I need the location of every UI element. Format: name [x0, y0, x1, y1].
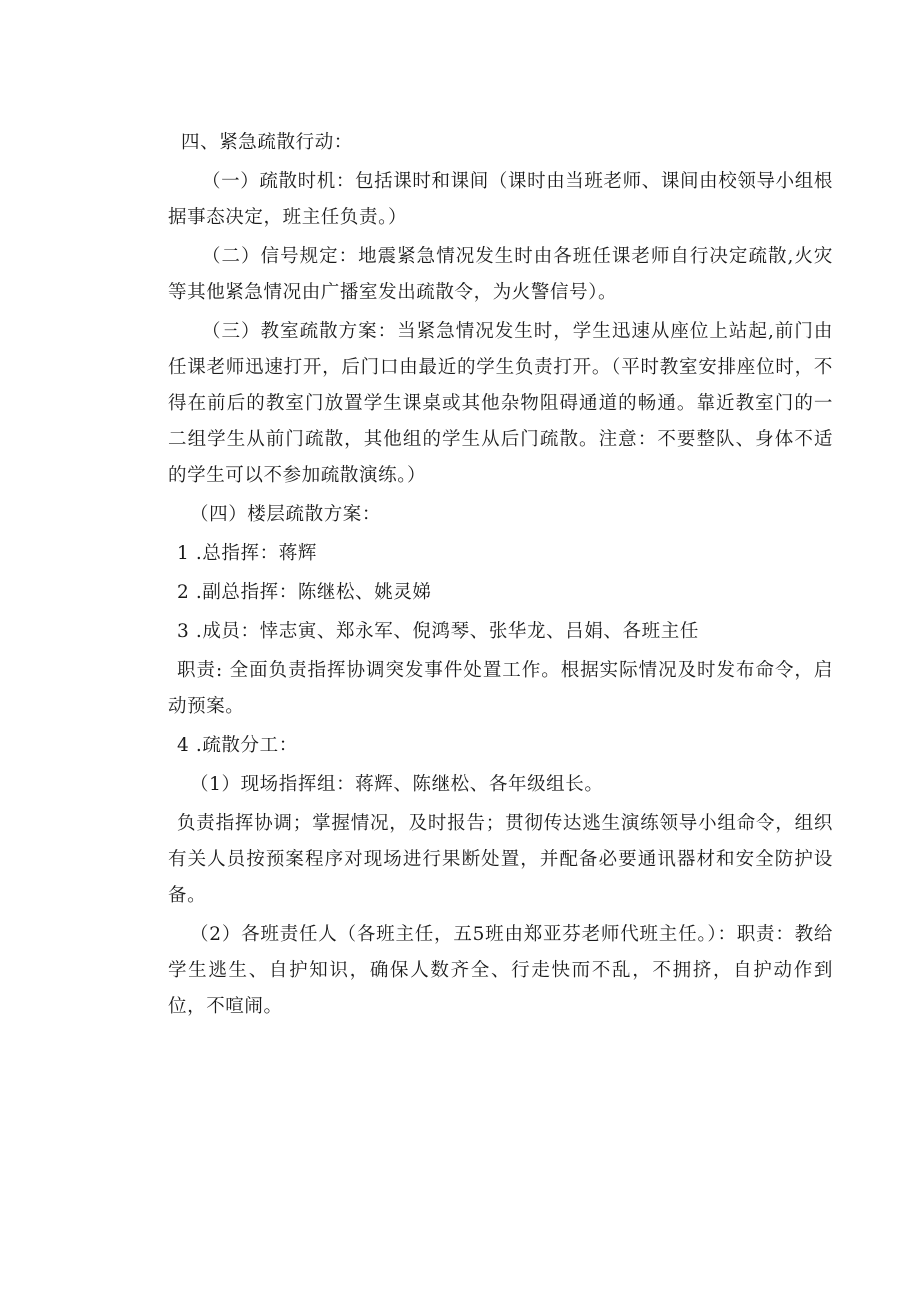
- paragraph-class-responsible: （2）各班责任人（各班主任，五5班由郑亚芬老师代班主任。）：职责：教给学生逃生、自护知识，确保人数齐全、行走快而不乱，不拥挤，自护动作到位，不喧闹。: [168, 924, 833, 1017]
- list-item-deputy-commander: 2 .副总指挥：陈继松、姚灵娣: [177, 582, 432, 603]
- list-item-commander: 1 .总指挥：蒋辉: [177, 543, 317, 564]
- paragraph-evacuation-timing: （一）疏散时机：包括课时和课间（课时由当班老师、课间由校领导小组根据事态决定，班主任负责。）: [168, 171, 833, 228]
- paragraph-duties: 职责: 全面负责指挥协调突发事件处置工作。根据实际情况及时发布命令，启动预案。: [168, 660, 833, 717]
- list-item-division: 4 .疏散分工：: [177, 735, 298, 756]
- paragraph-onsite-command-group: （1）现场指挥组：蒋辉、陈继松、各年级组长。: [190, 774, 604, 795]
- paragraph-classroom-plan: （三）教室疏散方案：当紧急情况发生时，学生迅速从座位上站起,前门由任课老师迅速打开，后门口由最近的学生负责打开。（平时教室安排座位时，不得在前后的教室门放置学生课桌或其他杂物阻碍通道的畅通。靠近教室门的一二组学生从前门疏散，其他组的学生从后门疏散。注意：不要整队、身体不适的学生可以不参加疏散演练。）: [168, 321, 833, 486]
- paragraph-floor-plan-heading: （四）楼层疏散方案：: [190, 504, 382, 525]
- section-heading-evacuation: 四、紧急疏散行动：: [181, 132, 353, 153]
- document-body: [168, 125, 833, 1025]
- paragraph-onsite-command-duties: 负责指挥协调；掌握情况，及时报告；贯彻传达逃生演练领导小组命令，组织有关人员按预案程序对现场进行果断处置，并配备必要通讯器材和安全防护设备。: [168, 813, 833, 906]
- list-item-members: 3 .成员：悻志寅、郑永军、倪鸿琴、张华龙、吕娟、各班主任: [177, 621, 699, 642]
- paragraph-signal-rules: （二）信号规定：地震紧急情况发生时由各班任课老师自行决定疏散,火灾等其他紧急情况由广播室发出疏散令，为火警信号）。: [168, 246, 833, 303]
